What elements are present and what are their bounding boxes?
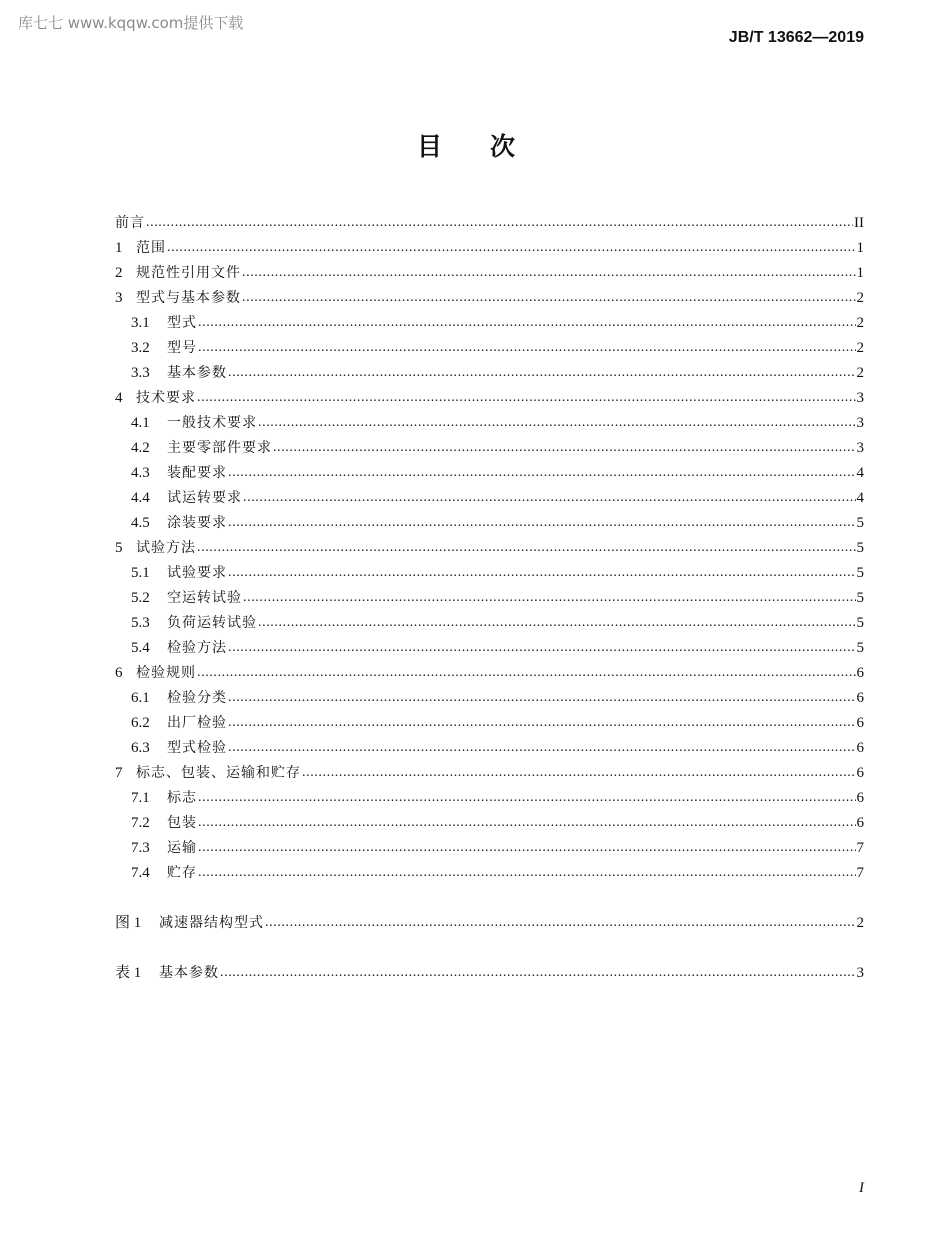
- toc-label: 范围: [136, 240, 166, 256]
- toc-entry-4-1[interactable]: [115, 407, 864, 432]
- toc-label: 一般技术要求: [167, 415, 257, 431]
- toc-page: 5: [856, 515, 864, 531]
- toc-entry-4-5[interactable]: [115, 507, 864, 532]
- toc-leader-dots: [146, 213, 853, 232]
- toc-leader-dots: [198, 838, 856, 857]
- toc-label: 涂装要求: [167, 515, 227, 531]
- toc-number: 5.1: [131, 565, 150, 581]
- toc-page: 6: [856, 740, 864, 756]
- toc-label: 出厂检验: [167, 715, 227, 731]
- toc-label: 检验方法: [167, 640, 227, 656]
- toc-number: 4.5: [131, 515, 150, 531]
- toc-entry-7-1[interactable]: [115, 782, 864, 807]
- toc-label: 基本参数: [167, 365, 227, 381]
- toc-number: 5.3: [131, 615, 150, 631]
- toc-leader-dots: [198, 813, 856, 832]
- toc-page: 2: [856, 340, 864, 356]
- toc-label: 试验方法: [136, 540, 196, 556]
- toc-number: 6.3: [131, 740, 150, 756]
- toc-leader-dots: [228, 688, 856, 707]
- toc-page: 5: [856, 615, 864, 631]
- toc-label: 空运转试验: [167, 590, 242, 606]
- toc-page: 6: [856, 815, 864, 831]
- toc-leader-dots: [228, 713, 856, 732]
- toc-label: 前言: [115, 215, 145, 231]
- toc-page: 3: [856, 965, 864, 981]
- toc-leader-dots: [258, 613, 856, 632]
- table-of-contents: [115, 207, 864, 982]
- toc-entry-foreword[interactable]: [115, 207, 864, 232]
- toc-page: 2: [856, 365, 864, 381]
- watermark-text: 库七七 www.kqqw.com提供下载: [18, 14, 244, 32]
- toc-number: 7.3: [131, 840, 150, 856]
- toc-leader-dots: [273, 438, 856, 457]
- toc-number: 4.1: [131, 415, 150, 431]
- toc-page: 5: [856, 590, 864, 606]
- toc-entry-2[interactable]: [115, 257, 864, 282]
- toc-page: 6: [856, 690, 864, 706]
- toc-number: 5.2: [131, 590, 150, 606]
- toc-leader-dots: [243, 588, 856, 607]
- toc-number: 4: [115, 390, 123, 406]
- toc-label: 减速器结构型式: [159, 915, 264, 931]
- toc-entry-3-3[interactable]: [115, 357, 864, 382]
- toc-number: 6.2: [131, 715, 150, 731]
- toc-page: 3: [856, 415, 864, 431]
- toc-entry-figure-1[interactable]: [115, 907, 864, 932]
- toc-leader-dots: [198, 863, 856, 882]
- toc-label: 标志: [167, 790, 197, 806]
- toc-label: 检验规则: [136, 665, 196, 681]
- toc-page: II: [854, 215, 864, 231]
- toc-entry-3-2[interactable]: [115, 332, 864, 357]
- toc-leader-dots: [243, 488, 856, 507]
- toc-entry-5-1[interactable]: [115, 557, 864, 582]
- toc-entry-4-2[interactable]: [115, 432, 864, 457]
- toc-entry-7-4[interactable]: [115, 857, 864, 882]
- toc-number: 3.3: [131, 365, 150, 381]
- toc-label: 型式: [167, 315, 197, 331]
- toc-leader-dots: [228, 463, 856, 482]
- toc-label: 负荷运转试验: [167, 615, 257, 631]
- toc-entry-3[interactable]: [115, 282, 864, 307]
- toc-leader-dots: [228, 363, 856, 382]
- toc-page: 5: [856, 540, 864, 556]
- toc-label: 型式与基本参数: [136, 290, 241, 306]
- toc-spacer: [115, 932, 864, 957]
- toc-label: 规范性引用文件: [136, 265, 241, 281]
- toc-label: 试验要求: [167, 565, 227, 581]
- toc-entry-4[interactable]: [115, 382, 864, 407]
- toc-leader-dots: [228, 563, 856, 582]
- toc-number: 4.3: [131, 465, 150, 481]
- toc-spacer: [115, 882, 864, 907]
- toc-leader-dots: [302, 763, 856, 782]
- toc-entry-6-1[interactable]: [115, 682, 864, 707]
- toc-number: 1: [115, 240, 123, 256]
- toc-entry-table-1[interactable]: [115, 957, 864, 982]
- toc-page: 6: [856, 790, 864, 806]
- toc-page: 7: [856, 840, 864, 856]
- toc-leader-dots: [265, 913, 856, 932]
- toc-page: 2: [856, 315, 864, 331]
- toc-page: 3: [856, 390, 864, 406]
- toc-label: 装配要求: [167, 465, 227, 481]
- toc-label: 技术要求: [136, 390, 196, 406]
- toc-label: 基本参数: [159, 965, 219, 981]
- toc-entry-6-2[interactable]: [115, 707, 864, 732]
- toc-leader-dots: [198, 313, 856, 332]
- toc-entry-4-4[interactable]: [115, 482, 864, 507]
- toc-label: 试运转要求: [167, 490, 242, 506]
- toc-page: 4: [856, 490, 864, 506]
- toc-number: 6: [115, 665, 123, 681]
- toc-label: 检验分类: [167, 690, 227, 706]
- toc-leader-dots: [242, 288, 856, 307]
- toc-number: 7: [115, 765, 123, 781]
- page-title: 目次: [416, 132, 563, 161]
- toc-leader-dots: [242, 263, 856, 282]
- toc-leader-dots: [197, 388, 856, 407]
- toc-label: 标志、包装、运输和贮存: [136, 765, 301, 781]
- toc-entry-3-1[interactable]: [115, 307, 864, 332]
- standard-code: JB/T 13662—2019: [728, 29, 864, 46]
- toc-number: 7.4: [131, 865, 150, 881]
- toc-entry-5-4[interactable]: [115, 632, 864, 657]
- toc-entry-5[interactable]: [115, 532, 864, 557]
- toc-page: 6: [856, 765, 864, 781]
- toc-number: 7.1: [131, 790, 150, 806]
- toc-number: 4.4: [131, 490, 150, 506]
- toc-leader-dots: [228, 638, 856, 657]
- toc-label: 型式检验: [167, 740, 227, 756]
- toc-label: 包装: [167, 815, 197, 831]
- toc-page: 7: [856, 865, 864, 881]
- toc-page: 1: [856, 240, 864, 256]
- toc-number: 3: [115, 290, 123, 306]
- toc-number: 5: [115, 540, 123, 556]
- toc-number: 3.1: [131, 315, 150, 331]
- toc-entry-7-3[interactable]: [115, 832, 864, 857]
- toc-page: 5: [856, 640, 864, 656]
- toc-entry-4-3[interactable]: [115, 457, 864, 482]
- toc-page: 2: [856, 915, 864, 931]
- toc-label: 型号: [167, 340, 197, 356]
- toc-leader-dots: [167, 238, 856, 257]
- toc-number: 7.2: [131, 815, 150, 831]
- toc-page: 6: [856, 665, 864, 681]
- toc-label: 主要零部件要求: [167, 440, 272, 456]
- toc-number: 2: [115, 265, 123, 281]
- toc-entry-7[interactable]: [115, 757, 864, 782]
- toc-page: 1: [856, 265, 864, 281]
- toc-leader-dots: [220, 963, 856, 982]
- toc-leader-dots: [198, 338, 856, 357]
- toc-page: 6: [856, 715, 864, 731]
- toc-leader-dots: [197, 663, 856, 682]
- toc-number: 表 1: [115, 965, 142, 981]
- toc-leader-dots: [228, 738, 856, 757]
- toc-entry-5-2[interactable]: [115, 582, 864, 607]
- toc-entry-7-2[interactable]: [115, 807, 864, 832]
- toc-leader-dots: [228, 513, 856, 532]
- toc-number: 4.2: [131, 440, 150, 456]
- toc-entry-6-3[interactable]: [115, 732, 864, 757]
- toc-page: 3: [856, 440, 864, 456]
- footer-page-number: I: [859, 1180, 864, 1196]
- toc-page: 2: [856, 290, 864, 306]
- toc-number: 5.4: [131, 640, 150, 656]
- toc-entry-5-3[interactable]: [115, 607, 864, 632]
- toc-page: 5: [856, 565, 864, 581]
- toc-number: 6.1: [131, 690, 150, 706]
- toc-leader-dots: [258, 413, 856, 432]
- toc-page: 4: [856, 465, 864, 481]
- toc-label: 运输: [167, 840, 197, 856]
- toc-number: 3.2: [131, 340, 150, 356]
- toc-entry-6[interactable]: [115, 657, 864, 682]
- toc-number: 图 1: [115, 915, 142, 931]
- toc-leader-dots: [198, 788, 856, 807]
- toc-entry-1[interactable]: [115, 232, 864, 257]
- toc-label: 贮存: [167, 865, 197, 881]
- toc-leader-dots: [197, 538, 856, 557]
